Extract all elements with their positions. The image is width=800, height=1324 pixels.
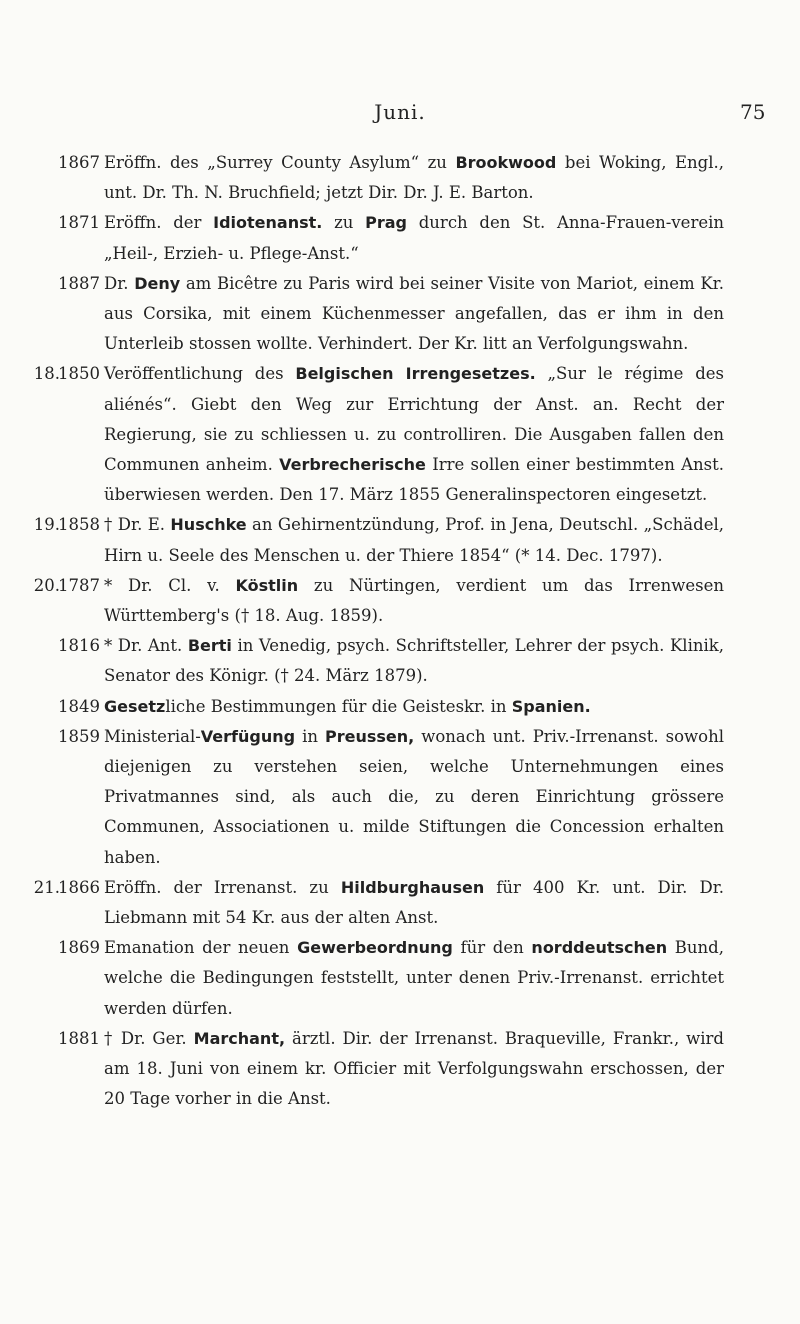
entry-text-segment: bei Woking, Engl., unt. Dr. Th. N. Bruchfield; jetzt Dir. Dr. J. E. Barton. <box>104 153 724 203</box>
entry-text-segment: Irre sollen einer bestimmten Anst. überwiesen werden. Den 17. März 1855 Generalinspectoren eingesetzt. <box>104 455 724 505</box>
emphasized-term: Köstlin <box>235 575 299 595</box>
emphasized-term: Hildburghausen <box>340 877 485 897</box>
entry-day: 20. <box>33 575 60 595</box>
chronology-entry <box>0 148 800 208</box>
entry-text-segment: Eröffn. der <box>104 213 214 233</box>
chronology-entry <box>0 631 800 691</box>
chronology-entry <box>0 359 800 510</box>
entry-year: 1869 <box>58 938 100 958</box>
entry-text-segment: ärztl. Dir. der Irrenanst. Braqueville, Frankr., wird am 18. Juni von einem kr. Officier mit Verfolgungswahn erschossen, der 20 Tage vorher in die Anst. <box>104 1028 724 1109</box>
emphasized-term: Gewerbeordnung <box>297 938 453 958</box>
entry-day: 18. <box>33 364 60 384</box>
chronology-entry <box>0 1024 800 1115</box>
chronology-list <box>0 148 800 1115</box>
entry-text-segment: † Dr. Ger. <box>104 1028 194 1048</box>
emphasized-term: Huschke <box>170 515 247 535</box>
entry-text-segment: wonach unt. Priv.-Irrenanst. sowohl diejenigen zu verstehen seien, welche Unternehmungen eines Privatmannes sind, als auch die, zu deren Einrichtung grössere Communen, Associationen u. milde Stiftungen die Concession erhalten haben. <box>104 726 724 867</box>
entry-text-segment: Bund, welche die Bedingungen feststellt, unter denen Priv.-Irrenanst. errichtet werden dürfen. <box>104 938 724 1018</box>
emphasized-term: norddeutschen <box>531 938 668 958</box>
chronology-entry <box>0 510 800 570</box>
emphasized-term: Prag <box>365 213 408 233</box>
entry-text-segment: * Dr. Cl. v. <box>104 575 236 595</box>
emphasized-term: Berti <box>187 636 232 656</box>
emphasized-term: Verfügung <box>200 726 296 746</box>
entry-text-segment: am Bicêtre zu Paris wird bei seiner Visite von Mariot, einem Kr. aus Corsika, mit einem Küchenmesser angefallen, das er ihm in den Unterleib stossen wollte. Verhindert. Der Kr. litt an Verfolgungswahn. <box>104 273 724 354</box>
entry-year: 1858 <box>58 515 100 535</box>
entry-year: 1887 <box>58 273 100 293</box>
emphasized-term: Preussen, <box>324 726 415 746</box>
emphasized-term: Spanien. <box>511 696 591 716</box>
entry-text-segment: für den <box>452 938 532 958</box>
entry-text-segment: Ministerial- <box>104 726 201 746</box>
entry-text <box>104 1024 724 1115</box>
chronology-entry <box>0 722 800 873</box>
entry-text <box>104 148 724 208</box>
entry-text <box>104 359 724 510</box>
entry-text <box>104 510 724 570</box>
emphasized-term: Belgischen Irrengesetzes. <box>295 364 536 384</box>
entry-text-segment: Dr. <box>104 273 135 293</box>
page-number: 75 <box>740 100 766 124</box>
entry-text-segment: zu <box>322 213 366 233</box>
entry-text-segment: Eröffn. des „Surrey County Asylum“ zu <box>104 153 456 172</box>
entry-text <box>104 208 724 268</box>
running-header: Juni. <box>374 100 426 124</box>
entry-text-segment: Eröffn. der Irrenanst. zu <box>104 877 341 897</box>
chronology-entry <box>0 571 800 631</box>
chronology-entry <box>0 269 800 360</box>
entry-year: 1867 <box>58 153 100 172</box>
entry-text <box>104 873 724 933</box>
entry-text <box>104 933 724 1024</box>
entry-year: 1866 <box>58 877 100 897</box>
chronology-entry <box>0 692 800 722</box>
entry-text <box>104 692 724 722</box>
entry-day: 21. <box>33 877 60 897</box>
chronology-entry <box>0 933 800 1024</box>
emphasized-term: Brookwood <box>455 153 557 172</box>
entry-text <box>104 269 724 360</box>
entry-text-segment: durch den St. Anna-Frauen-verein „Heil-, Erzieh- u. Pflege-Anst.“ <box>104 213 724 263</box>
entry-year: 1816 <box>58 636 100 656</box>
entry-text-segment: liche Bestimmungen für die Geisteskr. in <box>165 696 512 716</box>
emphasized-term: Idiotenanst. <box>213 213 323 233</box>
chronology-entry <box>0 208 800 268</box>
entry-text-segment: für 400 Kr. unt. Dir. Dr. Liebmann mit 54 Kr. aus der alten Anst. <box>104 877 725 928</box>
chronology-entry <box>0 873 800 933</box>
entry-day: 19. <box>33 515 60 535</box>
emphasized-term: Deny <box>134 273 181 293</box>
entry-text-segment: † Dr. E. <box>104 515 171 535</box>
entry-text-segment: „Sur le régime des aliénés“. Giebt den Weg zur Errichtung der Anst. an. Recht der Regierung, sie zu schliessen u. zu controlliren. Die Ausgaben fallen den Communen anheim. <box>104 364 724 475</box>
emphasized-term: Verbrecherische <box>279 455 426 475</box>
entry-year: 1787 <box>58 575 100 595</box>
entry-text-segment: * Dr. Ant. <box>104 636 188 656</box>
entry-text-segment: an Gehirnentzündung, Prof. in Jena, Deutschl. „Schädel, Hirn u. Seele des Menschen u. der Thiere 1854“ (* 14. Dec. 1797). <box>104 515 724 565</box>
entry-year: 1850 <box>58 364 100 384</box>
entry-text <box>104 631 724 691</box>
entry-text <box>104 722 724 873</box>
entry-text-segment: Veröffentlichung des <box>104 364 296 384</box>
emphasized-term: Marchant, <box>193 1028 286 1048</box>
emphasized-term: Gesetz <box>104 696 166 716</box>
entry-year: 1881 <box>58 1028 100 1048</box>
entry-text-segment: in Venedig, psych. Schriftsteller, Lehrer der psych. Klinik, Senator des Königr. († 24. März 1879). <box>104 636 724 686</box>
entry-text-segment: in <box>295 726 325 746</box>
entry-year: 1849 <box>58 696 100 716</box>
entry-text-segment: Emanation der neuen <box>104 938 298 958</box>
entry-year: 1871 <box>58 213 100 233</box>
entry-year: 1859 <box>58 726 100 746</box>
entry-text <box>104 571 724 631</box>
entry-text-segment: zu Nürtingen, verdient um das Irrenwesen Württemberg's († 18. Aug. 1859). <box>104 575 724 626</box>
